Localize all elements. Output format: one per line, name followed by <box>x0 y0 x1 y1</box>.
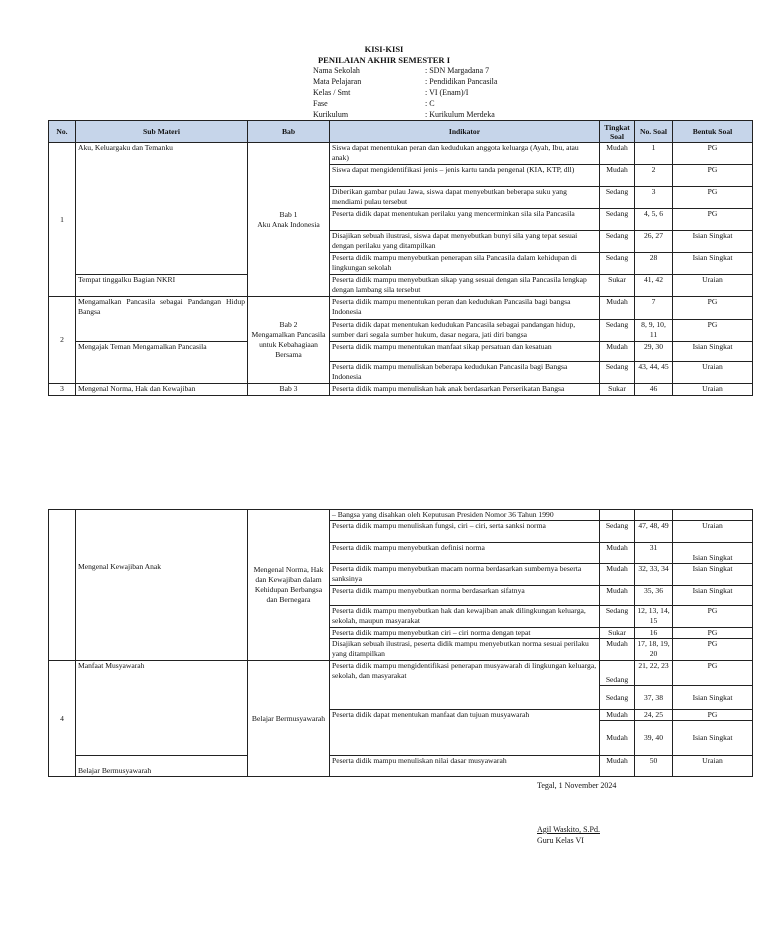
indikator-cell: Peserta didik mampu mengidentifikasi penerapan musyawarah di lingkungan keluarga, sekolah, dan masyarakat <box>330 661 600 710</box>
table-row <box>49 275 753 297</box>
bentuk-cell: Isian Singkat <box>673 686 753 710</box>
tingkat-cell: Mudah <box>600 342 635 362</box>
doc-title: KISI-KISI <box>364 44 404 54</box>
indikator-cell: Peserta didik mampu menyebutkan macam norma berdasarkan sumbernya beserta sanksinya <box>330 564 600 586</box>
col-header-sub-materi: Sub Materi <box>76 121 248 143</box>
tingkat-cell: Sedang <box>600 253 635 275</box>
col-header-indikator: Indikator <box>330 121 600 143</box>
no-soal-cell: 4, 5, 6 <box>635 209 673 231</box>
table-row <box>49 510 753 521</box>
meta-key: Fase <box>313 99 328 108</box>
meta-value: : C <box>425 99 435 108</box>
no-soal-cell: 12, 13, 14, 15 <box>635 606 673 628</box>
indikator-cell: Peserta didik mampu menentukan manfaat sikap persatuan dan kesatuan <box>330 342 600 362</box>
grid-table-page1 <box>48 120 753 396</box>
table-row <box>49 143 753 165</box>
row-number: 2 <box>49 297 76 384</box>
sub-materi-cell: Mengajak Teman Mengamalkan Pancasila <box>76 342 248 384</box>
tingkat-cell: Mudah <box>600 143 635 165</box>
indikator-cell: Peserta didik mampu menuliskan hak anak berdasarkan Perserikatan Bangsa <box>330 384 600 396</box>
row-number <box>49 510 76 661</box>
bentuk-cell: Uraian <box>673 384 753 396</box>
tingkat-cell: Sukar <box>600 275 635 297</box>
bentuk-cell: PG <box>673 187 753 209</box>
table-row <box>49 297 753 320</box>
col-header-bab: Bab <box>248 121 330 143</box>
bentuk-cell: PG <box>673 320 753 342</box>
sub-materi-cell: Mengenal Kewajiban Anak <box>76 510 248 661</box>
no-soal-cell: 43, 44, 45 <box>635 362 673 384</box>
no-soal-cell: 37, 38 <box>635 686 673 710</box>
tingkat-cell <box>600 510 635 521</box>
indikator-cell: Peserta didik mampu menyebutkan definisi norma <box>330 543 600 564</box>
meta-key: Kelas / Smt <box>313 88 351 97</box>
bentuk-cell: Isian Singkat <box>673 564 753 586</box>
bentuk-cell: PG <box>673 710 753 721</box>
indikator-cell: Peserta didik dapat menentukan kedudukan Pancasila sebagai pandangan hidup, sumber dari segala sumber hukum, dasar negara, jati diri bangsa <box>330 320 600 342</box>
indikator-cell: Disajikan sebuah ilustrasi, siswa dapat menyebutkan bunyi sila yang tepat sesuai dengan perilaku yang ditampilkan <box>330 231 600 253</box>
no-soal-cell: 41, 42 <box>635 275 673 297</box>
indikator-cell: Disajikan sebuah ilustrasi, peserta didik mampu menyebutkan norma sesuai perilaku yang ditampilkan <box>330 639 600 661</box>
no-soal-cell: 26, 27 <box>635 231 673 253</box>
no-soal-cell: 21, 22, 23 <box>635 661 673 686</box>
meta-value: : VI (Enam)/I <box>425 88 469 97</box>
bentuk-cell: PG <box>673 143 753 165</box>
no-soal-cell: 46 <box>635 384 673 396</box>
indikator-cell: Peserta didik mampu menyebutkan penerapan sila Pancasila dalam kehidupan di lingkungan sekolah <box>330 253 600 275</box>
no-soal-cell: 24, 25 <box>635 710 673 721</box>
no-soal-cell: 3 <box>635 187 673 209</box>
row-number: 1 <box>49 143 76 297</box>
indikator-cell: Peserta didik mampu menuliskan nilai dasar musyawarah <box>330 756 600 777</box>
indikator-cell: Peserta didik mampu menyebutkan sikap yang sesuai dengan sila Pancasila lengkap dengan lambang sila tersebut <box>330 275 600 297</box>
no-soal-cell: 8, 9, 10, 11 <box>635 320 673 342</box>
indikator-cell: Peserta didik mampu menentukan peran dan kedudukan Pancasila bagi bangsa Indonesia <box>330 297 600 320</box>
tingkat-cell: Sedang <box>600 320 635 342</box>
table-row <box>49 756 753 777</box>
no-soal-cell: 2 <box>635 165 673 187</box>
indikator-cell: Peserta didik dapat menentukan manfaat dan tujuan musyawarah <box>330 710 600 756</box>
tingkat-cell: Mudah <box>600 297 635 320</box>
tingkat-cell: Mudah <box>600 639 635 661</box>
tingkat-cell: Mudah <box>600 564 635 586</box>
no-soal-cell: 29, 30 <box>635 342 673 362</box>
indikator-cell: Peserta didik mampu menyebutkan hak dan kewajiban anak dilingkungan keluarga, sekolah, maupun masyarakat <box>330 606 600 628</box>
sub-materi-cell: Mengamalkan Pancasila sebagai Pandangan Hidup Bangsa <box>76 297 248 342</box>
col-header-no-soal: No. Soal <box>635 121 673 143</box>
bentuk-cell: PG <box>673 628 753 639</box>
grid-table-page2 <box>48 509 753 777</box>
tingkat-cell: Sedang <box>600 606 635 628</box>
bentuk-cell: Uraian <box>673 275 753 297</box>
bab-cell: Mengenal Norma, Hak dan Kewajiban dalam Kehidupan Berbangsa dan Bernegara <box>248 510 330 661</box>
bentuk-cell: Uraian <box>673 521 753 543</box>
indikator-cell: Peserta didik mampu menuliskan beberapa kedudukan Pancasila bagi Bangsa Indonesia <box>330 362 600 384</box>
no-soal-cell: 7 <box>635 297 673 320</box>
indikator-cell: Peserta didik mampu menyebutkan norma berdasarkan sifatnya <box>330 586 600 606</box>
no-soal-cell: 35, 36 <box>635 586 673 606</box>
tingkat-cell: Mudah <box>600 756 635 777</box>
indikator-cell: Siswa dapat menentukan peran dan kedudukan anggota keluarga (Ayah, Ibu, atau anak) <box>330 143 600 165</box>
tingkat-cell: Mudah <box>600 710 635 721</box>
indikator-cell: Peserta didik mampu menyebutkan ciri – ciri norma dengan tepat <box>330 628 600 639</box>
sub-materi-cell: Mengenal Norma, Hak dan Kewajiban <box>76 384 248 396</box>
indikator-cell: – Bangsa yang disahkan oleh Keputusan Presiden Nomor 36 Tahun 1990 <box>330 510 600 521</box>
indikator-cell: Peserta didik mampu menuliskan fungsi, ciri – ciri, serta sanksi norma <box>330 521 600 543</box>
table-row <box>49 661 753 686</box>
tingkat-cell: Sedang <box>600 661 635 686</box>
row-number: 4 <box>49 661 76 777</box>
no-soal-cell: 47, 48, 49 <box>635 521 673 543</box>
tingkat-cell: Mudah <box>600 721 635 756</box>
bab-cell: Bab 3 <box>248 384 330 396</box>
no-soal-cell: 28 <box>635 253 673 275</box>
col-header-tingkat: Tingkat Soal <box>600 121 635 143</box>
indikator-cell: Diberikan gambar pulau Jawa, siswa dapat menyebutkan beberapa suku yang mendiami pulau tersebut <box>330 187 600 209</box>
no-soal-cell: 17, 18, 19, 20 <box>635 639 673 661</box>
indikator-cell: Siswa dapat mengidentifikasi jenis – jenis kartu tanda pengenal (KIA, KTP, dll) <box>330 165 600 187</box>
tingkat-cell: Sedang <box>600 686 635 710</box>
meta-block <box>313 65 497 120</box>
sub-materi-cell: Aku, Keluargaku dan Temanku <box>76 143 248 275</box>
col-header-no: No. <box>49 121 76 143</box>
indikator-cell: Peserta didik dapat menentukan perilaku yang mencerminkan sila sila Pancasila <box>330 209 600 231</box>
no-soal-cell: 16 <box>635 628 673 639</box>
meta-value: : Kurikulum Merdeka <box>425 110 495 119</box>
signatory-name: Agil Waskito, S.Pd. <box>537 825 600 834</box>
bentuk-cell: PG <box>673 606 753 628</box>
table-header-row <box>49 121 753 143</box>
tingkat-cell: Sukar <box>600 384 635 396</box>
col-header-bentuk: Bentuk Soal <box>673 121 753 143</box>
bentuk-cell: Isian Singkat <box>673 721 753 756</box>
bentuk-cell: Isian Singkat <box>673 543 753 564</box>
bentuk-cell: PG <box>673 297 753 320</box>
row-number: 3 <box>49 384 76 396</box>
sub-materi-cell: Manfaat Musyawarah <box>76 661 248 756</box>
meta-value: : Pendidikan Pancasila <box>425 77 498 86</box>
bentuk-cell: PG <box>673 209 753 231</box>
sub-materi-cell: Belajar Bermusyawarah <box>76 756 248 777</box>
table-row <box>49 384 753 396</box>
bentuk-cell: Isian Singkat <box>673 231 753 253</box>
bentuk-cell: PG <box>673 165 753 187</box>
bentuk-cell: Isian Singkat <box>673 586 753 606</box>
tingkat-cell: Sedang <box>600 521 635 543</box>
no-soal-cell: 1 <box>635 143 673 165</box>
tingkat-cell: Mudah <box>600 586 635 606</box>
tingkat-cell: Sedang <box>600 362 635 384</box>
bab-cell: Belajar Bermusyawarah <box>248 661 330 777</box>
bentuk-cell: PG <box>673 661 753 686</box>
tingkat-cell: Mudah <box>600 165 635 187</box>
tingkat-cell: Mudah <box>600 543 635 564</box>
bentuk-cell: Isian Singkat <box>673 342 753 362</box>
tingkat-cell: Sedang <box>600 231 635 253</box>
meta-key: Nama Sekolah <box>313 66 360 75</box>
bentuk-cell: Uraian <box>673 756 753 777</box>
meta-key: Mata Pelajaran <box>313 77 362 86</box>
signatory-role: Guru Kelas VI <box>537 836 584 845</box>
doc-subtitle: PENILAIAN AKHIR SEMESTER I <box>317 55 450 65</box>
no-soal-cell: 50 <box>635 756 673 777</box>
bentuk-cell: Uraian <box>673 362 753 384</box>
no-soal-cell: 31 <box>635 543 673 564</box>
bentuk-cell: PG <box>673 639 753 661</box>
sub-materi-cell: Tempat tinggalku Bagian NKRI <box>76 275 248 297</box>
bentuk-cell: Isian Singkat <box>673 253 753 275</box>
meta-value: : SDN Margadana 7 <box>425 66 490 75</box>
place-date: Tegal, 1 November 2024 <box>537 781 617 790</box>
no-soal-cell: 39, 40 <box>635 721 673 756</box>
bab-cell: Bab 2 Mengamalkan Pancasila untuk Kebahagiaan Bersama <box>248 297 330 384</box>
meta-key: Kurikulum <box>313 110 349 119</box>
table-row <box>49 342 753 362</box>
no-soal-cell <box>635 510 673 521</box>
no-soal-cell: 32, 33, 34 <box>635 564 673 586</box>
tingkat-cell: Sedang <box>600 209 635 231</box>
tingkat-cell: Sukar <box>600 628 635 639</box>
bentuk-cell <box>673 510 753 521</box>
tingkat-cell: Sedang <box>600 187 635 209</box>
bab-cell: Bab 1 Aku Anak Indonesia <box>248 143 330 297</box>
